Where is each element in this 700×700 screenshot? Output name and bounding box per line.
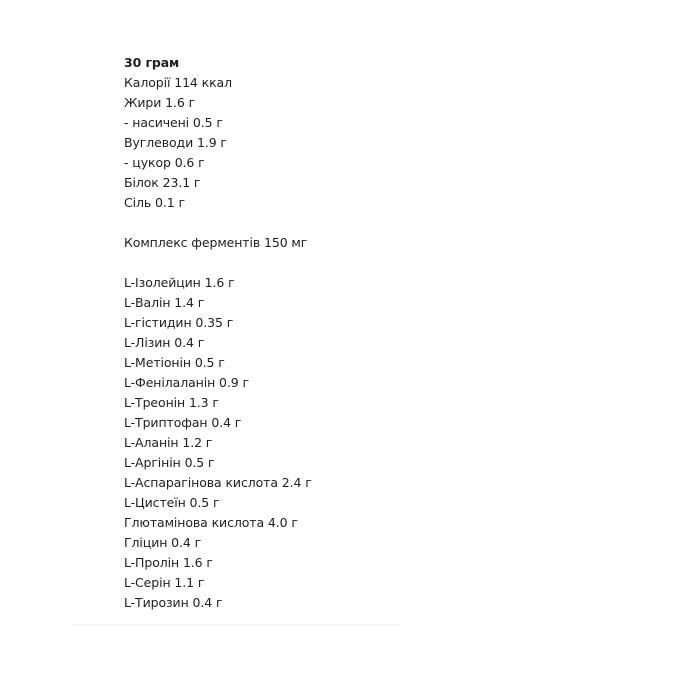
section-spacer [124, 213, 624, 233]
amino-acid-item: L-Аспарагінова кислота 2.4 г [124, 475, 312, 490]
nutrient-salt: Сіль 0.1 г [124, 195, 185, 210]
enzyme-complex: Комплекс ферментів 150 мг [124, 235, 308, 250]
amino-acid-item: L-Аланін 1.2 г [124, 435, 213, 450]
amino-acid-item: L-Триптофан 0.4 г [124, 415, 242, 430]
nutrient-carbohydrates: Вуглеводи 1.9 г [124, 135, 227, 150]
section-spacer [124, 253, 624, 273]
bottom-divider [72, 624, 400, 625]
amino-acid-item: Глютамінова кислота 4.0 г [124, 515, 298, 530]
amino-acid-item: L-Цистеїн 0.5 г [124, 495, 220, 510]
serving-title: 30 грам [124, 55, 180, 70]
amino-acid-item: L-Пролін 1.6 г [124, 555, 213, 570]
amino-acid-item: L-Серін 1.1 г [124, 575, 205, 590]
amino-acid-item: Гліцин 0.4 г [124, 535, 202, 550]
amino-acid-item: L-Тирозин 0.4 г [124, 595, 223, 610]
nutrient-saturated-fat: - насичені 0.5 г [124, 115, 223, 130]
amino-acid-item: L-Фенілаланін 0.9 г [124, 375, 249, 390]
nutrient-fat: Жири 1.6 г [124, 95, 196, 110]
nutrient-protein: Білок 23.1 г [124, 175, 201, 190]
nutrient-sugar: - цукор 0.6 г [124, 155, 205, 170]
nutrient-calories: Калорії 114 ккал [124, 75, 233, 90]
amino-acid-item: L-Треонін 1.3 г [124, 395, 219, 410]
amino-acid-item: L-Валін 1.4 г [124, 295, 205, 310]
amino-acid-item: L-Аргінін 0.5 г [124, 455, 215, 470]
amino-acid-item: L-Метіонін 0.5 г [124, 355, 225, 370]
nutrition-facts [124, 53, 624, 613]
amino-acid-item: L-Ізолейцин 1.6 г [124, 275, 235, 290]
amino-acid-item: L-Лізин 0.4 г [124, 335, 205, 350]
amino-acid-item: L-гістидин 0.35 г [124, 315, 234, 330]
